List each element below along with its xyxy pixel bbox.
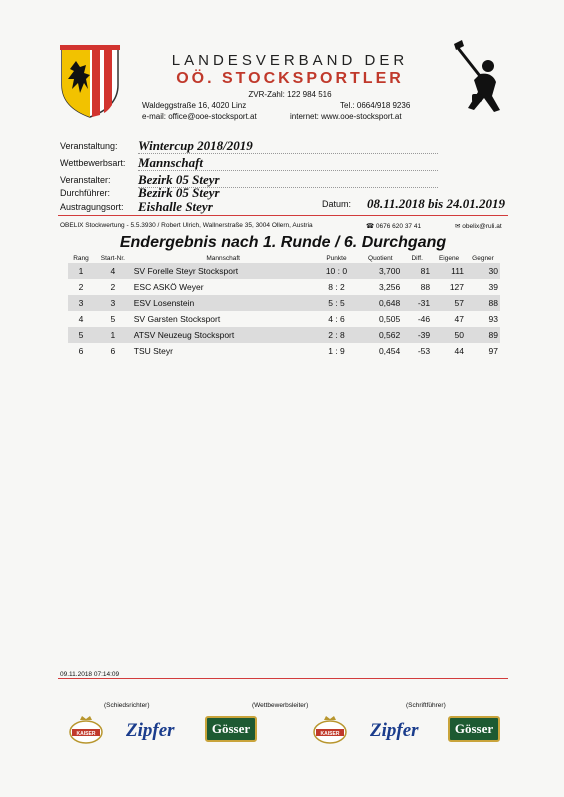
cell-quotient: 0,505	[378, 314, 401, 324]
cell-diff: 88	[420, 282, 431, 292]
col-header-eigene: Eigene	[438, 255, 460, 262]
veranstaltung-label: Veranstaltung:	[60, 141, 118, 151]
cell-diff: -31	[402, 295, 432, 311]
cell-gegner: 88	[466, 295, 500, 311]
website-link[interactable]: internet: www.ooe-stocksport.at	[290, 112, 402, 121]
stock-player-icon	[452, 38, 514, 114]
durchfuehrer-value: Bezirk 05 Steyr	[138, 185, 220, 200]
austragungsort-value: Eishalle Steyr	[138, 199, 213, 214]
cell-start-nr: 3	[94, 295, 132, 311]
col-header-gegner: Gegner	[472, 255, 494, 262]
cell-start-nr: 4	[94, 263, 132, 279]
wettbewerbsart-label: Wettbewerbsart:	[60, 158, 126, 168]
cell-mannschaft: ATSV Neuzeug Stocksport	[132, 327, 315, 343]
zvr-number: ZVR-Zahl: 122 984 516	[248, 90, 332, 99]
cell-rang: 2	[78, 282, 84, 292]
cell-eigene: 127	[449, 282, 465, 292]
cell-eigene: 44	[454, 346, 465, 356]
col-header-quotient: Quotient	[368, 255, 393, 262]
cell-quotient: 3,700	[358, 263, 402, 279]
org-name-line1: LANDESVERBAND DER	[171, 52, 409, 69]
cell-mannschaft: ESC ASKÖ Weyer	[133, 282, 204, 292]
datum-value: 08.11.2018 bis 24.01.2019	[367, 196, 505, 211]
cell-gegner: 30	[466, 263, 500, 279]
role-schiedsrichter: (Schiedsrichter)	[104, 702, 150, 709]
cell-gegner: 39	[488, 282, 498, 292]
table-row	[68, 295, 500, 311]
cell-rang: 3	[68, 295, 94, 311]
cell-gegner: 89	[466, 327, 500, 343]
austragungsort-label: Austragungsort:	[60, 202, 124, 212]
cell-rang: 1	[68, 263, 94, 279]
cell-punkte: 10 : 0	[315, 263, 359, 279]
cell-diff: -53	[417, 346, 431, 356]
cell-mannschaft: SV Forelle Steyr Stocksport	[132, 263, 315, 279]
cell-punkte: 4 : 6	[328, 314, 345, 324]
coat-of-arms-logo	[58, 45, 122, 119]
cell-quotient: 0,454	[378, 346, 401, 356]
address: Waldeggstraße 16, 4020 Linz	[142, 101, 247, 110]
zipfer-logo: Zipfer	[370, 720, 419, 741]
cell-start-nr: 1	[94, 327, 132, 343]
col-header-rang: Rang	[73, 255, 89, 262]
veranstalter-label: Veranstalter:	[60, 175, 111, 185]
cell-start-nr: 5	[110, 314, 116, 324]
zipfer-logo: Zipfer	[126, 720, 175, 741]
col-header-punkte: Punkte	[326, 255, 347, 262]
cell-quotient: 0,648	[358, 295, 402, 311]
durchfuehrer-label: Durchführer:	[60, 188, 111, 198]
cell-gegner: 93	[488, 314, 498, 324]
table-header-row	[68, 254, 500, 263]
veranstalter-value: Bezirk 05 Steyr	[138, 172, 220, 187]
table-row	[68, 327, 500, 343]
col-header-start-nr: Start-Nr.	[100, 255, 125, 262]
footer-divider	[58, 678, 508, 679]
role-wettbewerbsleiter: (Wettbewerbsleiter)	[252, 702, 309, 709]
cell-eigene: 57	[432, 295, 466, 311]
org-name-line2: OÖ. STOCKSPORTLER	[176, 70, 404, 87]
cell-mannschaft: ESV Losenstein	[132, 295, 315, 311]
kaiser-logo-text: KAISER	[76, 731, 96, 737]
kaiser-logo	[312, 715, 348, 745]
results-table	[68, 254, 500, 359]
cell-rang: 6	[78, 346, 84, 356]
col-header-mannschaft: Mannschaft	[206, 255, 240, 262]
table-row	[68, 343, 500, 359]
kaiser-logo-text: KAISER	[320, 731, 340, 737]
cell-start-nr: 2	[110, 282, 116, 292]
results-title: Endergebnis nach 1. Runde / 6. Durchgang	[119, 234, 447, 251]
header-divider	[58, 215, 508, 216]
cell-punkte: 2 : 8	[315, 327, 359, 343]
cell-diff: 81	[402, 263, 432, 279]
cell-start-nr: 6	[110, 346, 116, 356]
table-row	[68, 279, 500, 295]
software-phone: ☎ 0676 620 37 41	[366, 223, 422, 230]
veranstaltung-value: Wintercup 2018/2019	[138, 138, 253, 153]
cell-rang: 4	[78, 314, 84, 324]
table-row	[68, 263, 500, 279]
wettbewerbsart-value: Mannschaft	[138, 155, 204, 170]
cell-gegner: 97	[488, 346, 498, 356]
cell-quotient: 0,562	[358, 327, 402, 343]
cell-punkte: 5 : 5	[315, 295, 359, 311]
software-mail[interactable]: ✉ obelix@ruli.at	[455, 223, 502, 230]
cell-diff: -39	[402, 327, 432, 343]
role-schriftfuehrer: (Schriftführer)	[406, 702, 446, 709]
cell-eigene: 47	[454, 314, 465, 324]
goesser-logo: Gösser	[448, 716, 500, 742]
cell-mannschaft: SV Garsten Stocksport	[133, 314, 221, 324]
kaiser-logo	[68, 715, 104, 745]
cell-diff: -46	[417, 314, 431, 324]
col-header-diff: Diff.	[411, 255, 423, 262]
software-info: OBELIX Stockwertung - 5.5.3930 / Robert Ulrich, Wallnerstraße 35, 3004 Ollern, Austria	[60, 222, 313, 229]
cell-rang: 5	[68, 327, 94, 343]
telephone: Tel.: 0664/918 9236	[340, 101, 411, 110]
divider	[138, 170, 438, 171]
cell-mannschaft: TSU Steyr	[133, 346, 173, 356]
cell-quotient: 3,256	[378, 282, 401, 292]
email-link[interactable]: e-mail: office@ooe-stocksport.at	[142, 112, 257, 121]
cell-eigene: 50	[432, 327, 466, 343]
cell-punkte: 8 : 2	[328, 282, 345, 292]
cell-eigene: 111	[432, 263, 466, 279]
divider	[138, 153, 438, 154]
print-timestamp: 09.11.2018 07:14:09	[60, 671, 120, 678]
cell-punkte: 1 : 9	[328, 346, 345, 356]
goesser-logo: Gösser	[205, 716, 257, 742]
table-row	[68, 311, 500, 327]
datum-label: Datum:	[322, 199, 352, 209]
